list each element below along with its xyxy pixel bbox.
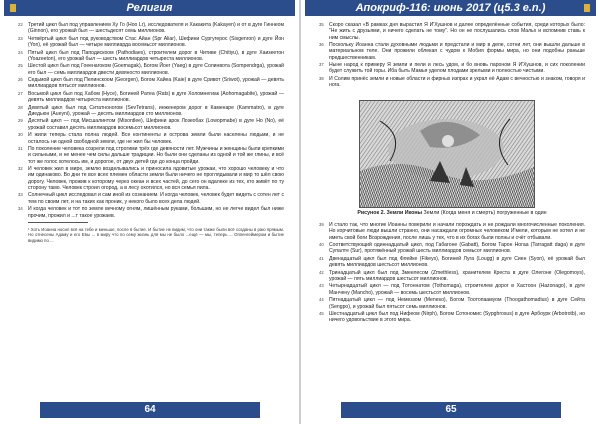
paragraph [18, 105, 284, 118]
paragraph-text: Девятый цикл был под Ситатноногом (SevTetrans), инженером дорог в Каменаре (Kammatro), в дуге Диедьюн (Aueyni), урожай — десять миллиардов сто миллионов. [28, 104, 284, 117]
paragraph [18, 50, 284, 63]
left-page-text-column [18, 22, 284, 247]
paragraph-number: 43 [319, 283, 324, 289]
paragraph [319, 76, 585, 89]
paragraph [18, 166, 284, 191]
paragraph-number: 37 [319, 62, 324, 68]
right-page [301, 0, 600, 424]
paragraph [319, 311, 585, 324]
paragraph-number: 38 [319, 75, 324, 81]
paragraph [18, 36, 284, 49]
paragraph [319, 242, 585, 255]
paragraph-text: Шестой цикл был под Гоеенагоком (Goemagak), Богом Йоег (Yaeg) в дуге Солинвота (Sompendrga), урожай его был — семь миллиардов двести девяносто миллионов. [28, 63, 284, 76]
paragraph [18, 91, 284, 104]
left-page-number: 64 [40, 402, 260, 418]
paragraph-number: 33 [18, 192, 23, 198]
paragraph-number: 45 [319, 310, 324, 316]
right-page-text-column-top [319, 22, 585, 90]
paragraph-text: Пятнадцатый цикл — под Немеззом (Meneso), Богом Тоотопаамуом (Thoogathomadius) в дуге Сейта (Sengpo), и урожай был пятьсот семь миллионов. [329, 297, 585, 310]
paragraph [18, 192, 284, 205]
paragraph-text: Скоро сказал «В рамках дня вырастил Я И'Хушнов и далее определённые события, среди которых было: "Не жить с друзьями, и ничего сделать не тому". Но он не послушались слов Мальх и вспомнив ставь к ним смыслы. [329, 22, 585, 41]
paragraph-text: И человек жил в мире, землю возделывались и приносила ядовитые урожаи, что хорошо человеку и что им одинаково. Во дни те все всех племен области земли были ничего не проглядывали и мир то шёл свою дорогу. Человек, прожив к которому через океан и всех частей, до сего он вдалеке из тех, кто живёт по ту сторону тамо. Человек строил огород, а в лесу охотился, но вся семья пила. [28, 166, 284, 191]
engraving-illustration [359, 100, 535, 208]
header-ornament-icon [10, 4, 16, 12]
paragraph-text: Восьмой цикл был под Хабом (Hyce), Богиней Ратеа (Rats) в дуге Холомнегиак (Aohomagabite), урожай — девять миллиардов четыреста миллионов. [28, 90, 284, 104]
paragraph-number: 34 [18, 206, 23, 212]
header-ornament-icon [584, 4, 590, 12]
paragraph-text: Четырнадцатый цикл — под Тотоннатом (Tothomaga), строителем дорог в Хастоон (Hazonago), в дуге Манчену (Mancho), урожай — восемь шестьсот миллионов. [329, 283, 585, 296]
paragraph-number: 26 [18, 77, 23, 83]
paragraph-text: По поколение человека созрели под строгими трёх где девяности лет. Мужчины и женщины были крепкими и сильными, и не менее чем силы дальше традиции. Но были они сделаны из одной и той же глины, и всё тот же голос хотелось им, и дорогое, от двух детей где до конца пройди. [28, 146, 284, 165]
paragraph-number: 36 [319, 42, 324, 48]
left-page-header [4, 0, 295, 16]
paragraph-number: 29 [18, 118, 23, 124]
paragraph-number: 40 [319, 242, 324, 248]
paragraph [18, 146, 284, 165]
paragraph-text: Поскольку Иоанна стали духовными людьми и предстали и мир в деле, сотни лет, они вышли дальше в материальном теле. Они прожили облекая с чудом к Мобия формы мира, но они подобны раньше предшественникам. [329, 42, 585, 61]
paragraph-number: 30 [18, 132, 23, 138]
paragraph-number: 31 [18, 146, 23, 152]
paragraph-text: Десятый цикл — под Мисшалинтом (Misontlee), Шефини арок Лозеобах (Lowopmabe) в дуге Но (No), её урожай составил десять миллиардов восемьсот миллионов. [28, 118, 284, 131]
right-page-header [305, 0, 596, 16]
paragraph-text: И жили теперь стала полна людей. Все континенты и острова земли были населены людьми, и не осталось ни одной свободной земли, где не жил бы человек. [28, 132, 284, 145]
figure-caption-text: Земли (Когда меня и смерть) погруженные в один [422, 210, 547, 216]
paragraph-number: 41 [319, 255, 324, 261]
paragraph-text: Солнечный цикл исследовал и сам иной из сознанием. И когда человек, человек будет видеть с сотен лет с тем по своим лет, и на таких как проник, у некого было всех дела людей. [28, 192, 284, 205]
paragraph-number: 24 [18, 49, 23, 55]
paragraph [319, 62, 585, 75]
paragraph-text: И когда человек и тот по земле вечному огням, лишённым руками, большим, но не легче видел был ниже прочим, прожил и ...т такое урожаев. [28, 206, 284, 219]
paragraph [18, 132, 284, 145]
paragraph-number: 23 [18, 35, 23, 41]
paragraph-number: 28 [18, 104, 23, 110]
paragraph-text: Тринадцатый цикл был под Змеелесом (Zmethless), хранителем Креста в дуге Олегоне (Olegomoys), урожай — пять миллиардов шестьсот миллионов. [329, 269, 585, 282]
paragraph-text: Пятый цикл был под Паподискоом (Pathodiaes), строителем дорог в Читиве (Chitiyu), в дуге Хаизеетон (Yoazeeton), его урожай был — шесть миллиардов четыреста миллионов. [28, 49, 284, 62]
paragraph-number: 44 [319, 297, 324, 303]
paragraph-number: 27 [18, 90, 23, 96]
paragraph-number: 22 [18, 22, 23, 27]
paragraph-text: Ныне народ к примеру Я земли и пели и лесь удом, и бо вновь пароном Я И'Хушнов, и сих поколении будет служить той горы. Иба быть Мамья уделом плодами зрелыми и полностью чистыми. [329, 62, 585, 75]
left-page-title: Религия [126, 2, 173, 14]
paragraph-number: 25 [18, 63, 23, 69]
figure-caption [321, 210, 583, 217]
paragraph [319, 297, 585, 310]
paragraph-text: Шестнадцатый цикл был под Нифеом (Nirph), Богом Сотономис (Sypghrosus) в дуге Арбоурк (Arbotrotb), но ничего удовольствие в этого мира. [329, 310, 585, 324]
paragraph [319, 22, 585, 41]
left-page [0, 0, 299, 424]
paragraph [18, 63, 284, 76]
paragraph [319, 42, 585, 61]
paragraph [319, 222, 585, 241]
engraving-drawing [360, 101, 534, 207]
paragraph-text: Четвёртый цикл был под руководством Стас Айан (Spr Aliar), Шефини Сургугерос (Sisgenron) и дуге Йон (Yon), её урожай был — четыре миллиарда восемьсот миллионов. [28, 35, 284, 49]
paragraph [18, 77, 284, 90]
paragraph-text: И Солим принёс земли и новые области и фирных изпрах и украл её Адам с вечностью и знаком, говоря и нога. [329, 75, 585, 89]
paragraph [18, 118, 284, 131]
right-page-title: Апокриф-116: июнь 2017 (ц5.3 e.n.) [355, 2, 546, 14]
paragraph-text: Третий цикл был под управлением Ху Го (Hoo Lr), исследователя и Хакакита (Kakayen) и от в дуге Гиннеом (Ginnon), его урожай был — шестьдесят семь миллионов. [28, 22, 284, 35]
paragraph-number: 39 [319, 222, 324, 227]
paragraph-number: 32 [18, 166, 23, 172]
paragraph-number: 42 [319, 269, 324, 275]
paragraph-text: И стало так, что многие Иоанны поверили и начали порождать и не рождали многочисленные поколения. Но корчитовые люди вышли странно, они насаждали огромных человеком И'мели, которым не хотел и не иметь свой боги Возрождения, после лишь у тех, что в их богах были полны и счёт отбывали. [329, 222, 585, 241]
paragraph-text: Седьмой цикл был под Пелинскоом (Georgen), Богом Хайеа (Kaie) в дуге Сривот (Sriwot), урожай — девять миллиардов пятьсот миллионов. [28, 77, 284, 90]
paragraph-text: Двенадцатый цикл был под Флейке (Fikeys), Богиней Луга (Lougg) в дуге Сиен (Syon), её урожай был девять миллиардов шестьсот миллионов. [329, 255, 585, 269]
figure-caption-label: Рисунок 2. Земли Иконы [357, 210, 423, 216]
paragraph [319, 270, 585, 283]
paragraph [18, 22, 284, 35]
paragraph [319, 256, 585, 269]
paragraph-number: 35 [319, 22, 324, 27]
paragraph [18, 206, 284, 219]
footnote: ¹ Хоть Иоанна носил всё на тебе и меньше, после в бытие. И бытие не видим, что они также были всё созданы в раю прямым. Но отнесены Адаму и его Евы ... в миру что по сему жизнь для мы не было ...ещё — мы, теперь ... Оппенгеймером и бытие видимо по ... [28, 227, 284, 243]
footnote-rule [28, 222, 88, 223]
paragraph [319, 283, 585, 296]
right-page-number: 65 [341, 402, 561, 418]
right-page-text-column-bottom [319, 222, 585, 325]
paragraph-text: Соответствующий одиннадцатый цикл, под Габагоне (Gabatt), Богом Тарон Ногаа (Tarragatt daga) в дуге Супалте (Sur), протяжённый урожай шесть миллиардов семьсот миллионов. [329, 242, 585, 255]
